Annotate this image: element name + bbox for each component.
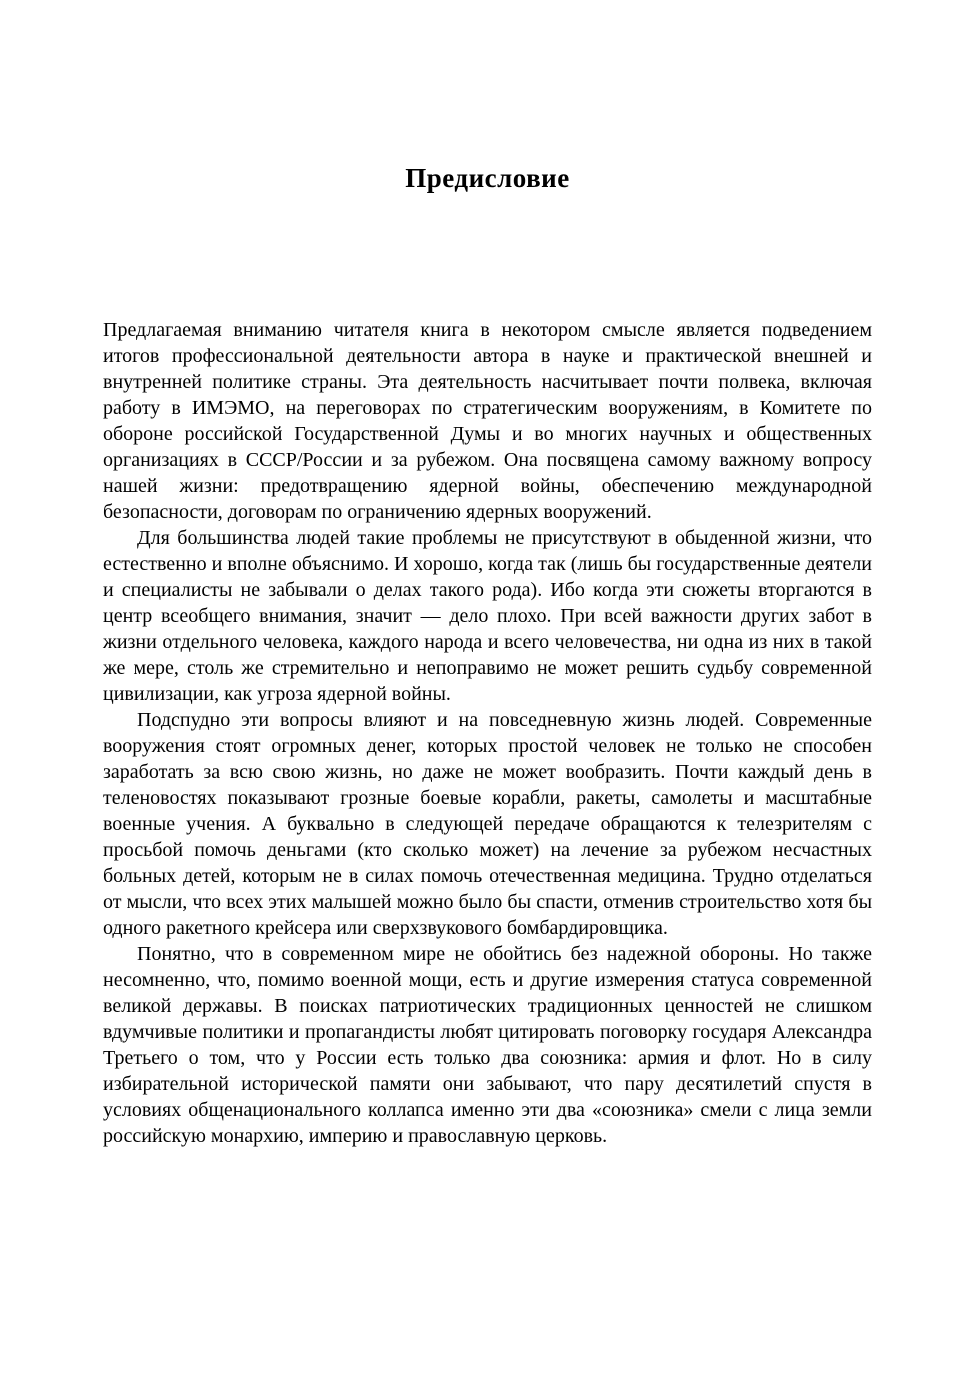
paragraph: Понятно, что в современном мире не обойтись без надежной обороны. Но также несомненно, что, помимо военной мощи, есть и другие измерения статуса современной великой державы. В поисках патриотических традиционных ценностей не слишком вдумчивые политики и пропагандисты любят цитировать поговорку государя Александра Третьего о том, что у России есть только два союзника: армия и флот. Но в силу избирательной исторической памяти они забывают, что пару десятилетий спустя в условиях общенационального коллапса именно эти два «союзника» смели с лица земли российскую монархию, империю и православную церковь. xyxy=(103,943,872,1147)
paragraph: Предлагаемая вниманию читателя книга в некотором смысле является подведением итогов профессиональной деятельности автора в науке и практической внешней и внутренней политике страны. Эта деятельность насчитывает почти полвека, включая работу в ИМЭМО, на переговорах по стратегическим вооружениям, в Комитете по обороне российской Государственной Думы и во многих научных и общественных организациях в СССР/России и за рубежом. Она посвящена самому важному вопросу нашей жизни: предотвращению ядерной войны, обеспечению международной безопасности, договорам по ограничению ядерных вооружений. xyxy=(103,319,872,523)
paragraph: Для большинства людей такие проблемы не присутствуют в обыденной жизни, что естественно и вполне объяснимо. И хорошо, когда так (лишь бы государственные деятели и специалисты не забывали о делах такого рода). Ибо когда эти сюжеты вторгаются в центр всеобщего внимания, значит — дело плохо. При всей важности других забот в жизни отдельного человека, каждого народа и всего человечества, ни одна из них в такой же мере, столь же стремительно и непоправимо не может решить судьбу современной цивилизации, как угроза ядерной войны. xyxy=(103,527,872,705)
paragraph: Подспудно эти вопросы влияют и на повседневную жизнь людей. Современные вооружения стоят огромных денег, которых простой человек не только не способен заработать за всю свою жизнь, но даже не может вообразить. Почти каждый день в теленовостях показывают грозные боевые корабли, ракеты, самолеты и масштабные военные учения. А буквально в следующей передаче обращаются к телезрителям с просьбой помочь деньгами (кто сколько может) на лечение за рубежом несчастных больных детей, которым не в силах помочь отечественная медицина. Трудно отделаться от мысли, что всех этих малышей можно было бы спасти, отменив строительство хотя бы одного ракетного крейсера или сверхзвукового бомбардировщика. xyxy=(103,709,872,939)
page-title: Предисловие xyxy=(405,163,570,193)
page-body xyxy=(103,317,872,1149)
